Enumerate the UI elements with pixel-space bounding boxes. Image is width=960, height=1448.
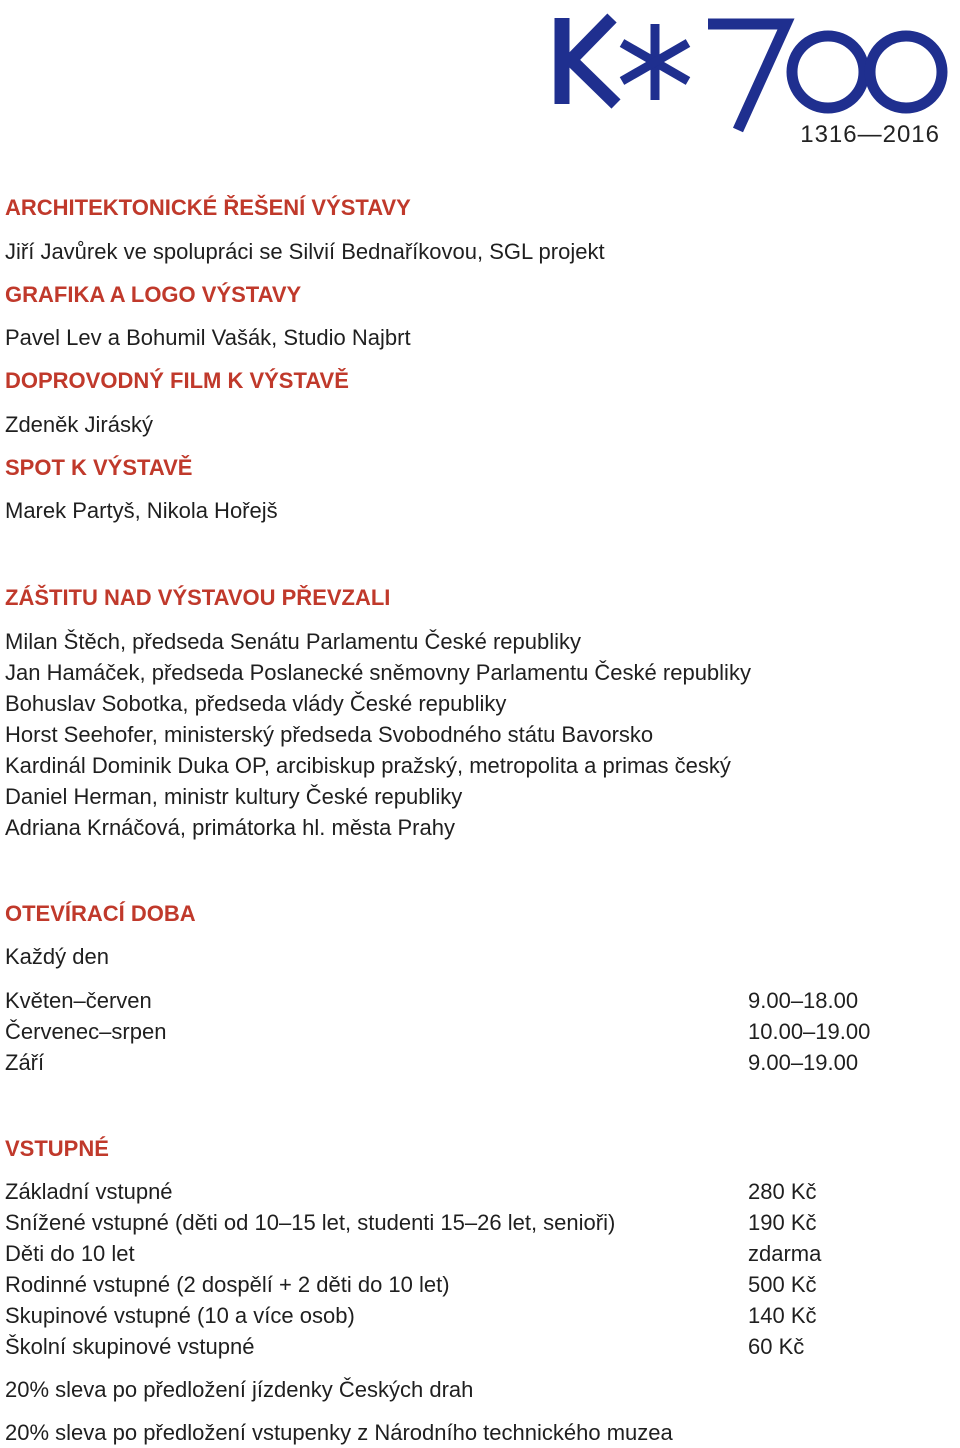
hours-period: Červenec–srpen: [5, 1019, 167, 1044]
hours-heading: OTEVÍRACÍ DOBA: [5, 901, 196, 926]
admission-label: Školní skupinové vstupné: [5, 1334, 255, 1359]
hours-time: 9.00–19.00: [748, 1050, 859, 1075]
hours-time: 10.00–19.00: [748, 1019, 871, 1044]
credit-heading-spot: SPOT K VÝSTAVĚ: [5, 455, 193, 480]
patron-name: Bohuslav Sobotka, předseda vlády České republiky: [5, 691, 507, 716]
discount-note: 20% sleva po předložení jízdenky Českých drah: [5, 1377, 474, 1402]
admission-price: 500 Kč: [748, 1272, 817, 1297]
hours-period: Květen–červen: [5, 988, 152, 1013]
credit-heading-graphics: GRAFIKA A LOGO VÝSTAVY: [5, 282, 302, 307]
hours-subheading: Každý den: [5, 944, 109, 969]
admission-price: 140 Kč: [748, 1303, 817, 1328]
patron-name: Adriana Krnáčová, primátorka hl. města Prahy: [5, 815, 455, 840]
credit-text-film: Zdeněk Jiráský: [5, 412, 153, 437]
patronage-heading: ZÁŠTITU NAD VÝSTAVOU PŘEVZALI: [5, 585, 391, 610]
admission-label: Základní vstupné: [5, 1179, 173, 1204]
credit-heading-architecture: ARCHITEKTONICKÉ ŘEŠENÍ VÝSTAVY: [5, 195, 411, 220]
admission-price: 280 Kč: [748, 1179, 817, 1204]
patron-name: Daniel Herman, ministr kultury České republiky: [5, 784, 463, 809]
svg-text:1316—2016: 1316—2016: [800, 121, 940, 148]
patron-name: Milan Štěch, předseda Senátu Parlamentu České republiky: [5, 629, 581, 654]
admission-label: Snížené vstupné (děti od 10–15 let, studenti 15–26 let, senioři): [5, 1210, 616, 1235]
k700-logo: [540, 12, 950, 150]
credit-heading-film: DOPROVODNÝ FILM K VÝSTAVĚ: [5, 368, 349, 393]
admission-price: 190 Kč: [748, 1210, 817, 1235]
admission-price: 60 Kč: [748, 1334, 805, 1359]
patron-name: Horst Seehofer, ministerský předseda Svobodného státu Bavorsko: [5, 722, 654, 747]
hours-time: 9.00–18.00: [748, 988, 859, 1013]
hours-period: Září: [5, 1050, 45, 1075]
credit-text-spot: Marek Partyš, Nikola Hořejš: [5, 498, 278, 523]
admission-label: Děti do 10 let: [5, 1241, 135, 1266]
admission-heading: VSTUPNÉ: [5, 1136, 109, 1161]
patron-name: Jan Hamáček, předseda Poslanecké sněmovny Parlamentu České republiky: [5, 660, 751, 685]
credit-text-architecture: Jiří Javůrek ve spolupráci se Silvií Bednaříkovou, SGL projekt: [5, 239, 605, 264]
admission-price: zdarma: [748, 1241, 822, 1266]
admission-label: Rodinné vstupné (2 dospělí + 2 děti do 10 let): [5, 1272, 450, 1297]
patron-name: Kardinál Dominik Duka OP, arcibiskup pražský, metropolita a primas český: [5, 753, 731, 778]
credit-text-graphics: Pavel Lev a Bohumil Vašák, Studio Najbrt: [5, 325, 411, 350]
discount-note: 20% sleva po předložení vstupenky z Národního technického muzea: [5, 1420, 673, 1445]
admission-label: Skupinové vstupné (10 a více osob): [5, 1303, 355, 1328]
